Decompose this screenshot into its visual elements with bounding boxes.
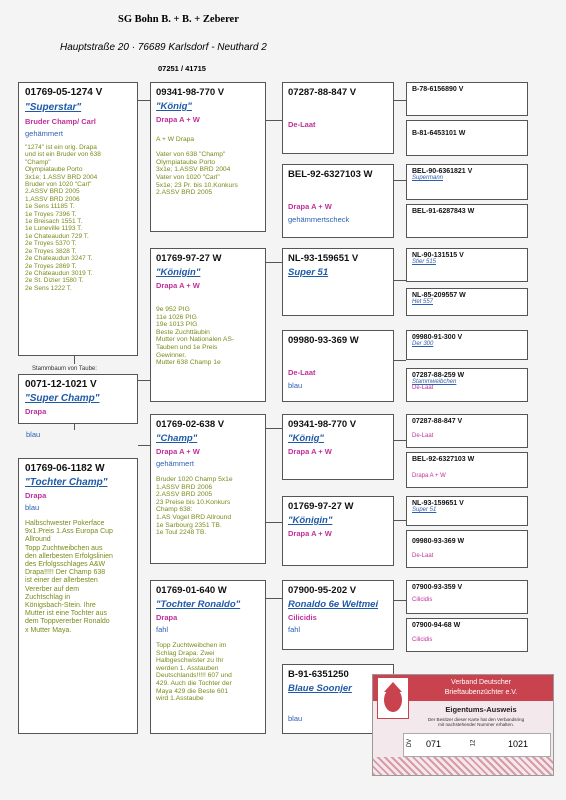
pigeon-color: Cilicidis (412, 637, 433, 643)
pigeon-name: Het 557 (412, 299, 434, 305)
pigeon-name: Der 300 (412, 341, 434, 347)
header-title: SG Bohn B. + B. + Zeberer (118, 14, 239, 25)
pigeon-card-gen4 (406, 496, 528, 526)
connector-line (394, 600, 406, 601)
pigeon-name: Supermann (412, 175, 444, 181)
ring-number: 09980-93-369 W (288, 335, 359, 346)
ring-number: 09341-98-770 V (156, 87, 225, 98)
pigeon-card-gen4 (406, 82, 528, 116)
card-title: Eigentums-Ausweis (445, 705, 517, 714)
ring-number-field (403, 733, 551, 757)
pigeon-name: Super 51 (288, 267, 329, 278)
pigeon-description: A + W Drapa Vater von 638 "Champ" Olympiataube Porto 3x1e; 1.ASSV BRD 2004 Vater von 1020 "Carl" 5x1e; 23 Pr. bis 10.Konkurs 2.ASSV BRD 2005 (156, 136, 238, 197)
pigeon-color: Drapa A + W (156, 115, 200, 124)
pigeon-card-gen4 (406, 204, 528, 238)
pigeon-name: "Königin" (156, 267, 201, 278)
pigeon-card-gen3 (282, 248, 394, 316)
pigeon-card-gen4 (406, 452, 528, 488)
ownership-card (372, 674, 554, 776)
pigeon-card-gen4 (406, 164, 528, 200)
pigeon-color: Bruder Champ/ Carl (25, 117, 96, 126)
pigeon-card-gen4 (406, 248, 528, 282)
ring-number: 09341-98-770 V (288, 419, 357, 430)
pigeon-color: De-Laat (288, 368, 316, 377)
ring-number: B-78-6156890 V (412, 86, 464, 93)
pigeon-color: Drapa (25, 407, 47, 416)
pigeon-name: Ronaldo 6e Weltmei (288, 599, 379, 610)
pigeon-color: De-Laat (412, 553, 434, 559)
pigeon-name: "Champ" (156, 433, 198, 444)
pigeon-note: blau (25, 503, 40, 512)
pigeon-color: De-Laat (288, 120, 316, 129)
pigeon-color: Drapa (156, 613, 178, 622)
pigeon-name: Stier 515 (412, 259, 437, 265)
ring-number: 09980-91-300 V (412, 334, 463, 341)
ring-number: NL-85-209557 W (412, 292, 466, 299)
ring-number: B-81-6453101 W (412, 130, 466, 137)
pigeon-card-gen2 (150, 82, 266, 232)
ring-number: 01769-05-1274 V (25, 87, 103, 98)
connector-line (74, 356, 75, 364)
pigeon-description: Bruder 1020 Champ 5x1e 1.ASSV BRD 2006 2.ASSV BRD 2005 23 Preise bis 10.Konkurs Champ 638: 1.AS Vogel BRD Allround 1e Sarbourg 2351 TB. 1e Toul 2248 TB. (156, 476, 233, 537)
pigeon-color: Cilicidis (288, 613, 317, 622)
pigeon-note: fahl (288, 625, 301, 634)
pigeon-note: gehämmertscheck (288, 215, 350, 224)
pigeon-color: Drapa A + W (288, 447, 332, 456)
pigeon-description: 9e 952 PIG 11e 1026 PIG 19e 1013 PIG Beste Zuchttäubin Mutter von Nationalen AS- Tauben und 1e Preis Gewinner. Mutter 638 Champ 1e (156, 306, 235, 367)
pigeon-note: blau (288, 714, 303, 723)
org-name-line2: Brieftaubenzüchter e.V. (444, 689, 518, 696)
connector-line (266, 262, 282, 263)
pigeon-logo-icon (377, 677, 409, 719)
ring-number: NL-93-159651 V (412, 500, 464, 507)
connector-line (266, 120, 282, 121)
pigeon-card-mother (18, 458, 138, 734)
pigeon-note: fahl (156, 625, 169, 634)
connector-line (138, 100, 150, 101)
father-note: blau (26, 430, 41, 439)
pigeon-color: Drapa A + W (288, 529, 332, 538)
pigeon-note: gehämmert (156, 459, 194, 468)
pigeon-card-gen4 (406, 288, 528, 316)
ring-number: 07287-88-259 W (412, 372, 465, 379)
dv-label: DV (407, 738, 414, 748)
pigeon-name: Stammweibchen (412, 379, 457, 385)
ring-number: B-91-6351250 (288, 669, 349, 680)
pigeon-card-gen3 (282, 496, 394, 566)
connector-line (138, 445, 150, 446)
ring-number: 01769-97-27 W (288, 501, 354, 512)
pigeon-name: Blaue Soonjer (288, 683, 352, 694)
pigeon-card-gen4 (406, 120, 528, 156)
connector-line (138, 380, 150, 381)
pigeon-card-gen4 (406, 330, 528, 360)
pigeon-card-gen3 (282, 414, 394, 480)
ring-number: 07900-95-202 V (288, 585, 357, 596)
ring-number: 07287-88-847 V (288, 87, 357, 98)
pigeon-card-gen4 (406, 530, 528, 568)
pigeon-description: Topp Zuchtweibchen im Schlag Drapa. Zwei Halbgeschwister zu Ihr werden 1. Asstauben Deutschlands!!!!! 607 und 429. Auch die Tochter der Maya 429 die Beste 601 wird 1.Asstaube (156, 642, 232, 703)
ring-number: 01769-97-27 W (156, 253, 222, 264)
pigeon-color: Drapa A + W (156, 281, 200, 290)
ring-part1: 071 (426, 739, 442, 749)
pigeon-description: "1274" ist ein orig. Drapa und ist ein Bruder von 638 "Champ" Olympiataube Porto 3x1e; 1.ASSV BRD 2004 Bruder von 1020 "Carl" 2.ASSV BRD 2005 1.ASSV BRD 2006 1e Sens 11185 T. 1e Troyes 7396 T. 1e Breisach 1551 T. 1e Luneville 1193 T. 1e Chateaudun 729 T. 2e Troyes 5370 T. 2e Troyes 3828 T. 2e Chateaudun 3247 T. 2e Troyes 2869 T. 2e Chateaudun 3019 T. 2e St. Dizier 1580 T. 2e Sens 1222 T. (25, 144, 101, 292)
pigeon-card-father (18, 374, 138, 424)
pigeon-name: "Königin" (288, 515, 333, 526)
ring-number: 01769-02-638 V (156, 419, 225, 430)
pigeon-name: "Tochter Ronaldo" (156, 599, 241, 610)
pigeon-card-gen2 (150, 248, 266, 402)
pigeon-card-gen3 (282, 164, 394, 238)
ring-part2: 1021 (508, 739, 529, 749)
pigeon-card-gen3 (282, 330, 394, 402)
connector-line (394, 440, 406, 441)
connector-line (394, 280, 406, 281)
pigeon-card-gen4 (406, 414, 528, 448)
pigeon-card-gen4 (406, 618, 528, 652)
card-text: Der Besitzer dieser Karte hat den Verbandsring mit nachstehender Nummer erhalten. (427, 717, 525, 728)
pigeon-name: "König" (156, 101, 192, 112)
connector-line (394, 180, 406, 181)
pigeon-card-gen4 (406, 580, 528, 614)
pigeon-card-gen3 (282, 82, 394, 154)
pigeon-name: "Super Champ" (25, 393, 100, 404)
year-label: 12 (470, 739, 477, 747)
pigeon-description: Halbschwester Pokerface 9x1.Preis 1.Ass Europa Cup Allround Topp Zuchtweibchen aus den allerbesten Erfolgslinien des Erfolgsschlages A&W Drapa!!!!! Der Champ 638 ist einer der allerbesten Vererber auf dem Zuchtschlag in Königsbach-Stein. Ihre Mutter ist eine Tochter aus dem Toppvererber Ronaldo x Mutter Maya. (25, 520, 113, 634)
connector-line (394, 520, 406, 521)
connector-line (266, 522, 282, 523)
pigeon-color: Drapa A + W (156, 447, 200, 456)
pigeon-note: blau (288, 381, 303, 390)
ring-number: 01769-06-1182 W (25, 463, 105, 474)
connector-line (394, 360, 406, 361)
decorative-pattern (373, 757, 553, 775)
org-name-line1: Verband Deutscher (451, 679, 511, 686)
pigeon-color: Drapa (25, 491, 47, 500)
pigeon-color: Drapa A + W (412, 473, 446, 479)
ring-number: BEL-92-6327103 W (412, 456, 475, 463)
pigeon-name: "Superstar" (25, 102, 82, 113)
pigeon-color: Drapa A + W (288, 202, 332, 211)
ring-number: 0071-12-1021 V (25, 379, 97, 390)
pigeon-color: De-Laat (412, 433, 434, 439)
ring-number: NL-90-131515 V (412, 252, 464, 259)
pigeon-name: "Tochter Champ" (25, 477, 108, 488)
ring-number: 07900-93-359 V (412, 584, 463, 591)
pigeon-card-gen2 (150, 414, 266, 564)
pigeon-color: De-Laat (412, 385, 434, 391)
pigeon-color: Cilicidis (412, 597, 433, 603)
connector-line (394, 100, 406, 101)
stammbaum-label: Stammbaum von Taube: (32, 366, 97, 372)
connector-line (266, 598, 282, 599)
pigeon-name: "König" (288, 433, 324, 444)
pigeon-card-gen3 (282, 580, 394, 650)
header-address: Hauptstraße 20 · 76689 Karlsdorf - Neuthard 2 (60, 42, 267, 53)
ring-number: BEL-90-6361821 V (412, 168, 473, 175)
ring-number: NL-93-159651 V (288, 253, 359, 264)
ring-number: 01769-01-640 W (156, 585, 227, 596)
ring-number: BEL-91-6287843 W (412, 208, 475, 215)
pigeon-name: Super 51 (412, 507, 437, 513)
header-code: 07251 / 41715 (158, 64, 206, 73)
pigeon-card-gen4 (406, 368, 528, 402)
ring-number: 07287-88-847 V (412, 418, 463, 425)
pigeon-note: gehämmert (25, 129, 63, 138)
connector-line (266, 428, 282, 429)
ring-number: 09980-93-369 W (412, 538, 465, 545)
pigeon-card-main (18, 82, 138, 356)
ring-number: 07900-94-68 W (412, 622, 461, 629)
pigeon-card-gen2 (150, 580, 266, 734)
ring-number: BEL-92-6327103 W (288, 169, 373, 180)
